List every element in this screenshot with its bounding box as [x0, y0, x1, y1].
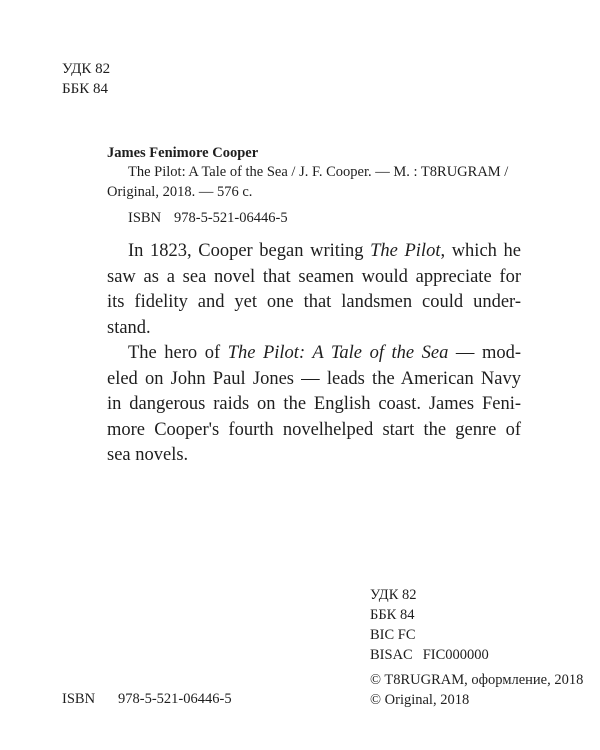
bisac-label: BISAC: [370, 647, 413, 663]
text-run: — mod-: [448, 343, 521, 363]
book-title: The Pilot: [370, 241, 441, 261]
text-run: The hero of: [128, 343, 228, 363]
bbk-code: ББК 84: [370, 607, 415, 623]
isbn-footer: [62, 689, 232, 709]
copyright-notice: [370, 670, 583, 710]
isbn-label: ISBN: [128, 210, 162, 226]
annotation-line: [107, 341, 521, 367]
isbn-label: ISBN: [62, 691, 96, 707]
isbn-record: [128, 208, 288, 228]
isbn-value: 978-5-521-06446-5: [174, 210, 288, 226]
annotation-line: eled on John Paul Jones — leads the American Navy: [107, 368, 521, 389]
classification-bottom: [370, 585, 489, 665]
author-name: James Fenimore Cooper: [107, 145, 259, 161]
bisac-code: FIC000000: [422, 647, 489, 663]
classification-top: [62, 59, 110, 99]
annotation-line: more Cooper's fourth novelhelped start the genre of: [107, 419, 521, 440]
copyright-line: © T8RUGRAM, оформление, 2018: [370, 672, 584, 688]
bbk-code: ББК 84: [62, 81, 108, 97]
bibliographic-description: [107, 162, 528, 202]
biblio-line: Original, 2018. — 576 c.: [107, 184, 253, 200]
annotation-line: stand.: [107, 317, 151, 338]
copyright-line: © Original, 2018: [370, 692, 470, 708]
isbn-value: 978-5-521-06446-5: [118, 691, 232, 707]
annotation-line: its fidelity and yet one that landsmen could under-: [107, 292, 521, 312]
text-run: , which he: [440, 241, 521, 261]
annotation: [107, 239, 521, 469]
annotation-line: sea novels.: [107, 445, 189, 465]
text-run: In 1823, Cooper began writing: [128, 241, 371, 261]
annotation-line: [107, 239, 521, 265]
bisac-code-row: [370, 645, 489, 665]
bic-code: BIC FC: [370, 627, 416, 643]
udk-code: УДК 82: [62, 61, 111, 77]
udk-code: УДК 82: [370, 587, 417, 603]
biblio-line: The Pilot: A Tale of the Sea / J. F. Cooper. — M. : T8RUGRAM /: [128, 164, 509, 180]
annotation-line: saw as a sea novel that seamen would appreciate for: [107, 266, 521, 287]
annotation-line: in dangerous raids on the English coast. James Feni-: [107, 394, 521, 414]
book-title: The Pilot: A Tale of the Sea: [227, 343, 449, 363]
